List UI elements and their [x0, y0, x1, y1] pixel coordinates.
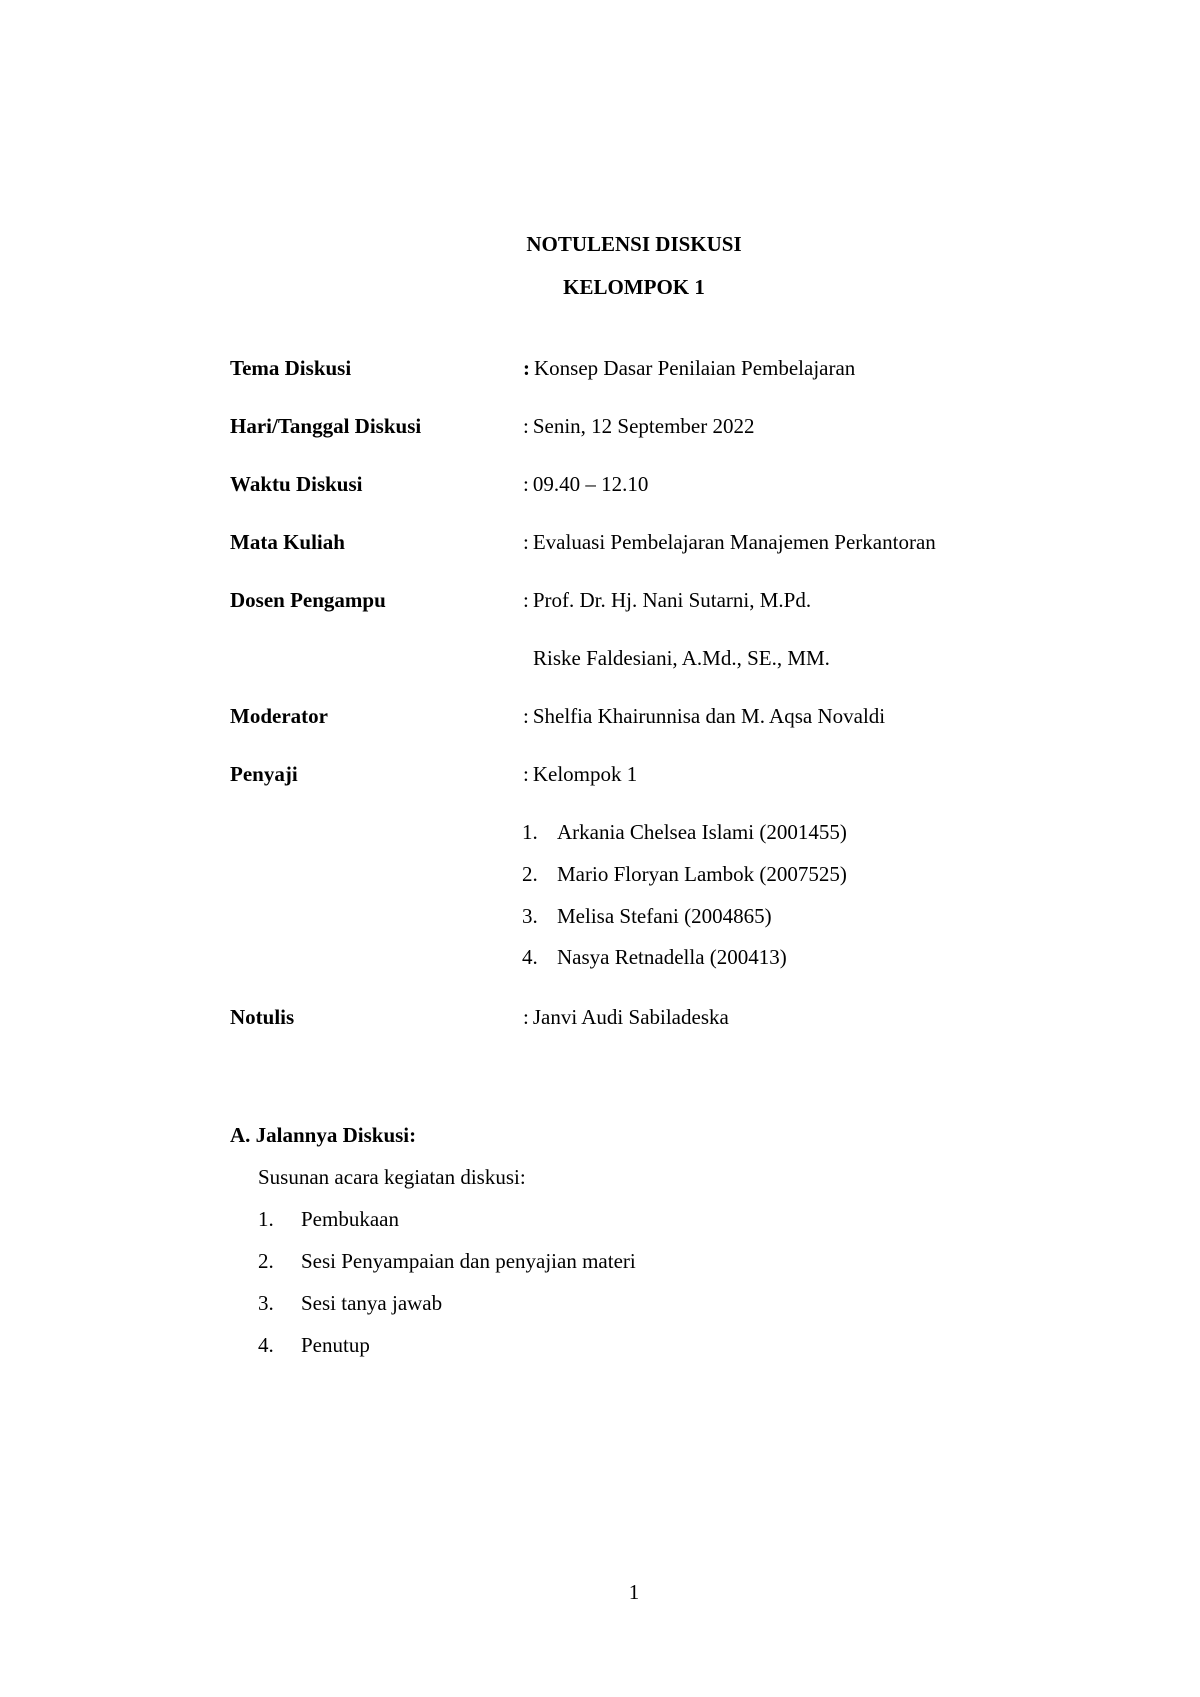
field-colon: : — [523, 762, 529, 786]
field-value-text: Prof. Dr. Hj. Nani Sutarni, M.Pd. — [532, 588, 812, 612]
field-dosen — [230, 588, 1110, 618]
field-value — [523, 704, 885, 729]
field-colon: : — [523, 588, 529, 612]
list-number: 3. — [258, 1291, 274, 1315]
list-text: Mario Floryan Lambok (2007525) — [557, 862, 847, 886]
field-value — [523, 588, 811, 613]
list-text: Nasya Retnadella (200413) — [557, 945, 787, 969]
list-number: 2. — [258, 1249, 274, 1273]
field-penyaji — [230, 762, 1110, 792]
field-tema — [230, 356, 1110, 386]
field-colon: : — [523, 356, 530, 380]
field-value — [523, 530, 936, 555]
section-heading: A. Jalannya Diskusi: — [230, 1123, 417, 1147]
field-value — [523, 414, 754, 439]
list-text: Penutup — [301, 1333, 370, 1357]
field-moderator — [230, 704, 1110, 734]
field-dosen-second — [230, 646, 1110, 676]
field-colon: : — [523, 530, 529, 554]
field-label: Mata Kuliah — [230, 530, 345, 554]
field-label: Notulis — [230, 1005, 295, 1029]
field-value-text: 09.40 – 12.10 — [532, 472, 649, 496]
list-text: Melisa Stefani (2004865) — [557, 904, 772, 928]
field-value — [523, 1005, 729, 1030]
section-intro: Susunan acara kegiatan diskusi: — [258, 1165, 526, 1189]
field-label: Dosen Pengampu — [230, 588, 386, 612]
field-value-text: Evaluasi Pembelajaran Manajemen Perkantoran — [532, 530, 936, 554]
field-value — [523, 472, 648, 497]
list-text: Sesi tanya jawab — [301, 1291, 443, 1315]
list-number: 2. — [522, 862, 538, 886]
field-label: Waktu Diskusi — [230, 472, 363, 496]
list-number: 4. — [522, 945, 538, 969]
field-waktu — [230, 472, 1110, 502]
document-subtitle: KELOMPOK 1 — [563, 275, 705, 299]
field-value — [523, 356, 855, 381]
field-value-text: Shelfia Khairunnisa dan M. Aqsa Novaldi — [532, 704, 886, 728]
field-value-text: Janvi Audi Sabiladeska — [532, 1005, 729, 1029]
field-label: Tema Diskusi — [230, 356, 352, 380]
field-colon: : — [523, 414, 529, 438]
field-value-text: Riske Faldesiani, A.Md., SE., MM. — [533, 646, 830, 670]
field-label: Hari/Tanggal Diskusi — [230, 414, 422, 438]
list-text: Pembukaan — [301, 1207, 399, 1231]
field-value-text: Senin, 12 September 2022 — [532, 414, 755, 438]
list-number: 1. — [522, 820, 538, 844]
field-colon: : — [523, 704, 529, 728]
list-number: 4. — [258, 1333, 274, 1357]
list-text: Sesi Penyampaian dan penyajian materi — [301, 1249, 636, 1273]
field-label: Penyaji — [230, 762, 298, 786]
field-notulis — [230, 1005, 1110, 1035]
field-label: Moderator — [230, 704, 328, 728]
page-number: 1 — [628, 1580, 640, 1604]
list-text: Arkania Chelsea Islami (2001455) — [557, 820, 847, 844]
field-value-text: Konsep Dasar Penilaian Pembelajaran — [534, 356, 856, 380]
document-title: NOTULENSI DISKUSI — [526, 232, 742, 256]
field-mata-kuliah — [230, 530, 1110, 560]
field-colon: : — [523, 1005, 529, 1029]
field-colon: : — [523, 472, 529, 496]
list-number: 3. — [522, 904, 538, 928]
field-value — [523, 762, 637, 787]
field-tanggal — [230, 414, 1110, 444]
list-number: 1. — [258, 1207, 274, 1231]
field-value-text: Kelompok 1 — [532, 762, 638, 786]
